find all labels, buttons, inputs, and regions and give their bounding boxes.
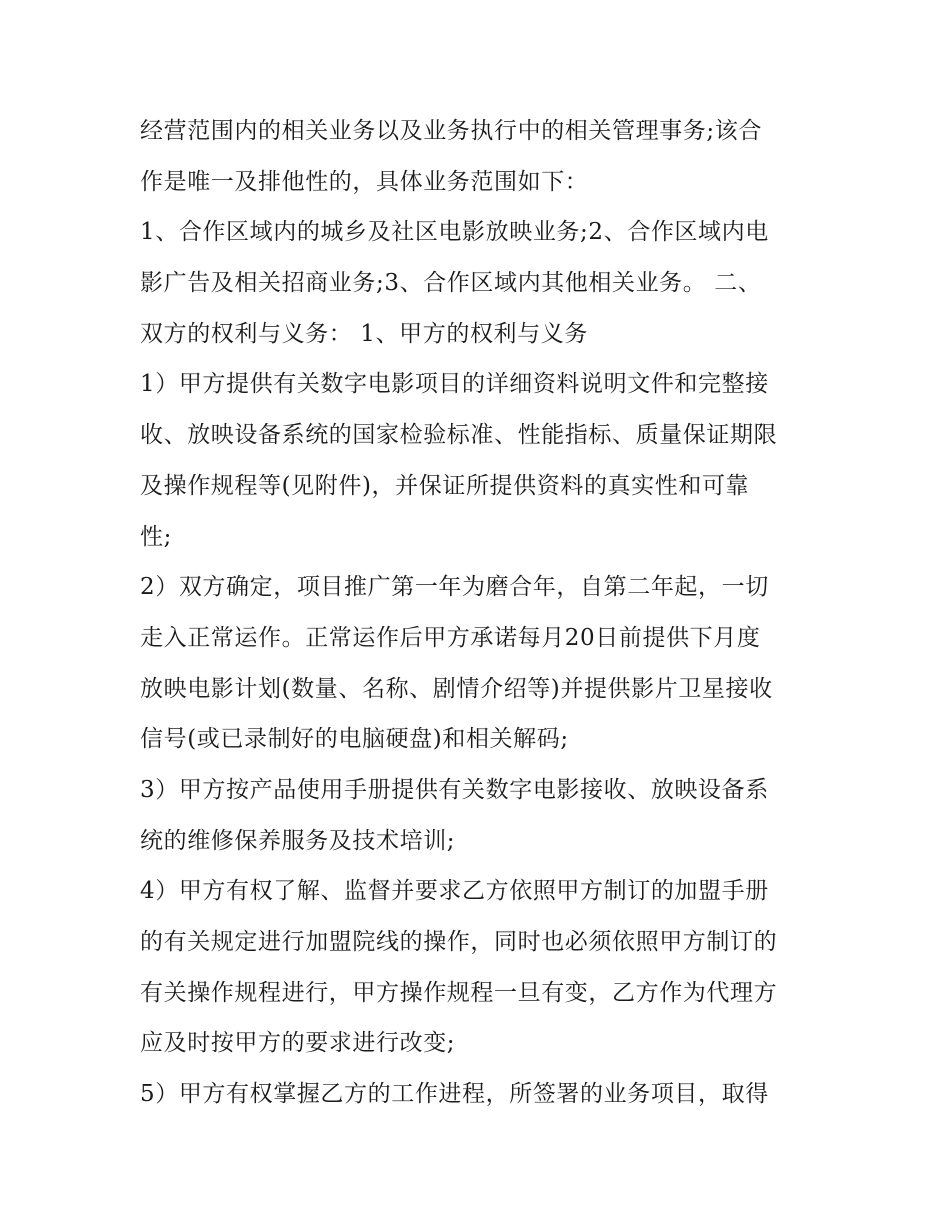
text-line: 影广告及相关招商业务;3、合作区域内其他相关业务。 二、 <box>140 270 762 297</box>
text-line: 3）甲方按产品使用手册提供有关数字电影接收、放映设备系 <box>140 776 769 803</box>
text-line: 收、放映设备系统的国家检验标准、性能指标、质量保证期限 <box>140 422 778 449</box>
text-line: 放映电影计划(数量、名称、剧情介绍等)并提供影片卫星接收 <box>140 675 773 702</box>
text-line: 4）甲方有权了解、监督并要求乙方依照甲方制订的加盟手册 <box>140 878 769 905</box>
text-line: 应及时按甲方的要求进行改变; <box>140 1030 456 1057</box>
text-line: 作是唯一及排他性的，具体业务范围如下： <box>140 168 589 195</box>
text-line: 2）双方确定，项目推广第一年为磨合年，自第二年起，一切 <box>140 574 769 601</box>
text-line: 1、合作区域内的城乡及社区电影放映业务;2、合作区域内电 <box>140 219 769 246</box>
text-line: 经营范围内的相关业务以及业务执行中的相关管理事务;该合 <box>140 118 762 144</box>
document-body <box>140 106 820 1120</box>
text-line: 走入正常运作。正常运作后甲方承诺每月20日前提供下月度 <box>140 624 761 651</box>
text-line: 有关操作规程进行，甲方操作规程一旦有变，乙方作为代理方 <box>140 979 778 1006</box>
text-line: 5）甲方有权掌握乙方的工作进程，所签署的业务项目，取得 <box>140 1081 769 1108</box>
text-line: 1）甲方提供有关数字电影项目的详细资料说明文件和完整接 <box>140 371 769 398</box>
text-line: 的有关规定进行加盟院线的操作，同时也必须依照甲方制订的 <box>140 929 778 955</box>
text-line: 及操作规程等(见附件)，并保证所提供资料的真实性和可靠 <box>140 472 750 499</box>
text-line: 性; <box>140 523 172 550</box>
text-line: 信号(或已录制好的电脑硬盘)和相关解码; <box>140 726 569 753</box>
text-line: 统的维修保养服务及技术培训; <box>140 827 456 854</box>
text-line: 双方的权利与义务： 1、甲方的权利与义务 <box>140 320 588 347</box>
